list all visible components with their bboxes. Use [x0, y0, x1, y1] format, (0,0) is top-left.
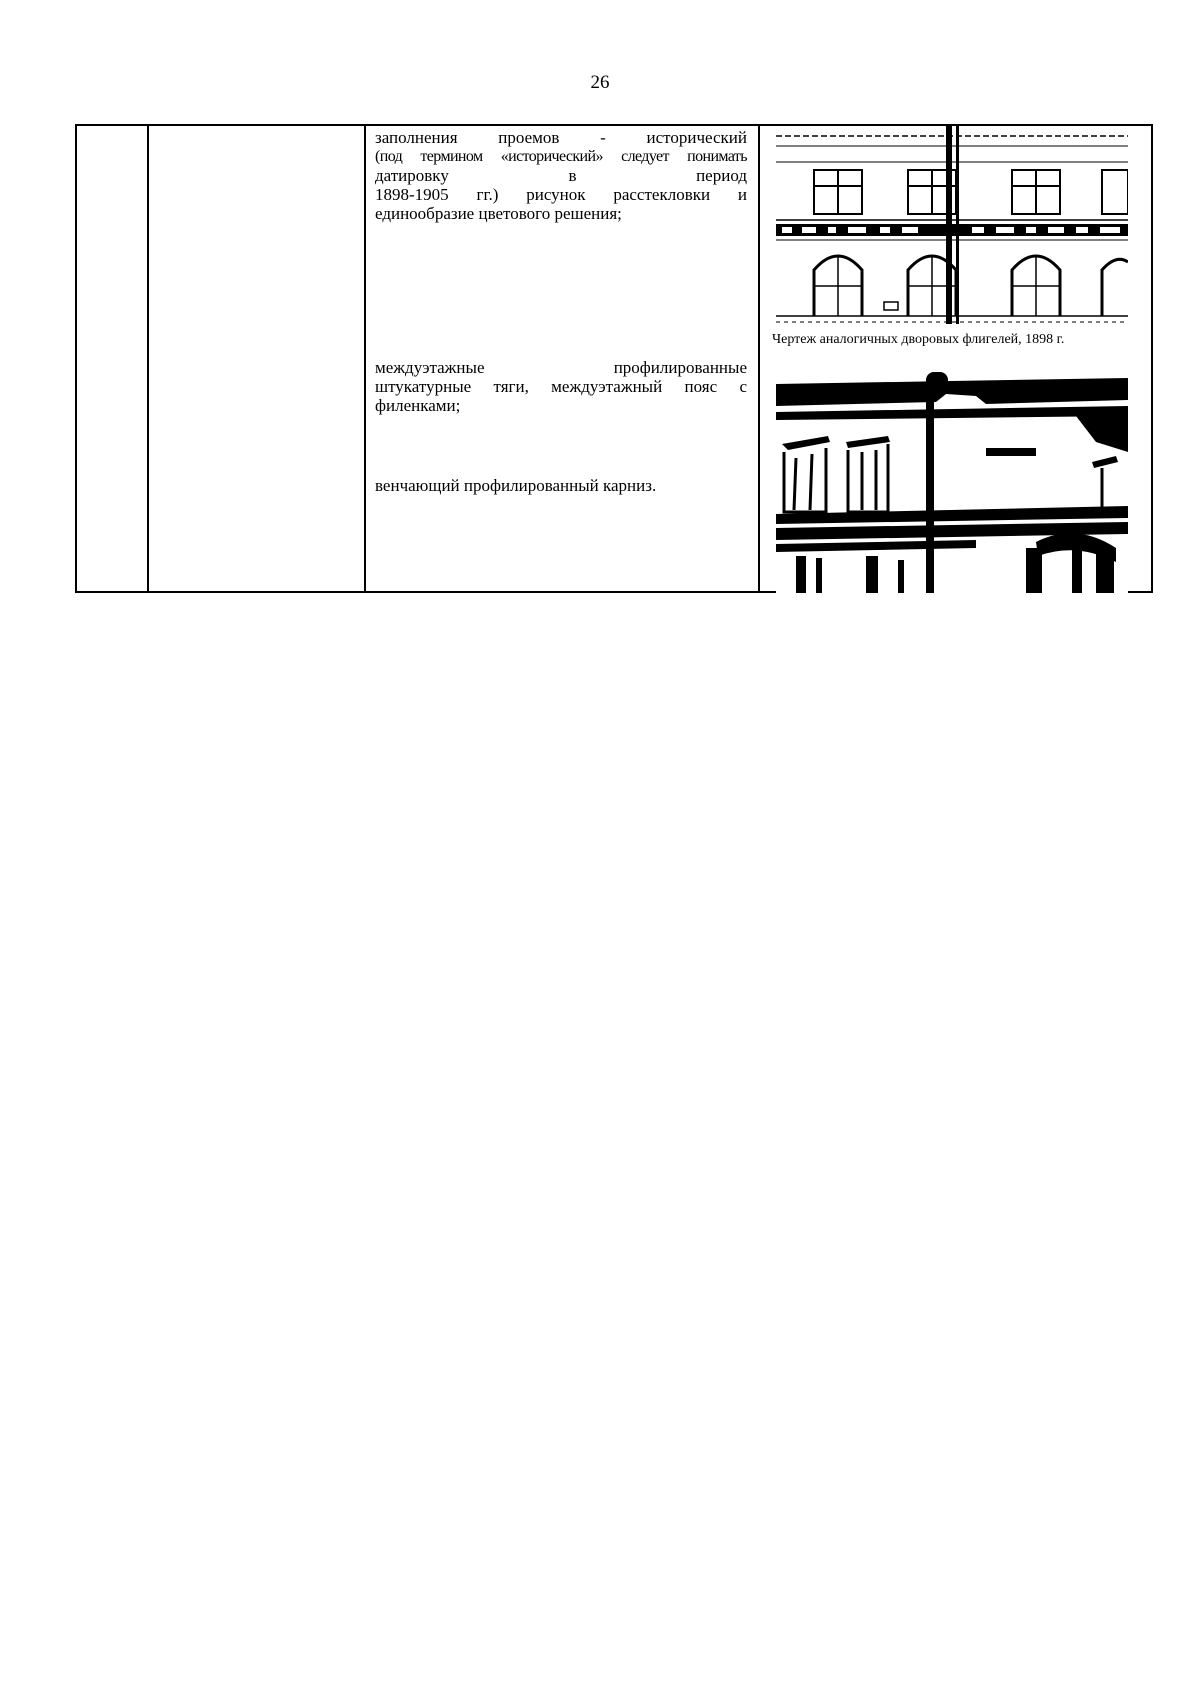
text-line: венчающий профилированный карниз. [375, 476, 657, 495]
text-line: междуэтажные профилированные [375, 358, 747, 377]
text-line: 1898-1905 гг.) рисунок расстекловки и [375, 185, 747, 204]
facade-photo-icon [776, 372, 1128, 593]
table-cell-images [759, 125, 1152, 592]
text-line: заполнения проемов - исторический [375, 128, 747, 147]
page-number: 26 [590, 72, 610, 93]
text-line: штукатурные тяги, междуэтажный пояс с [375, 377, 747, 396]
text-line: единообразие цветового решения; [375, 204, 622, 223]
table-row [76, 125, 1152, 592]
drawing-caption: Чертеж аналогичных дворовых флигелей, 1898 г. [772, 332, 1065, 347]
paragraph-cornice [375, 476, 747, 495]
text-line: датировку в период [375, 166, 747, 185]
table-cell-number [76, 125, 148, 592]
table-cell-object [148, 125, 365, 592]
text-line: (под термином «исторический» следует понимать [375, 148, 747, 165]
text-line: филенками; [375, 396, 461, 415]
facade-photo-image [776, 372, 1128, 593]
facade-drawing-image [776, 126, 1128, 324]
content-table [75, 124, 1153, 593]
facade-drawing-icon [776, 126, 1128, 324]
paragraph-interfloor-rods [375, 358, 747, 415]
paragraph-window-fillings [375, 128, 747, 223]
table-cell-subject [365, 125, 759, 592]
